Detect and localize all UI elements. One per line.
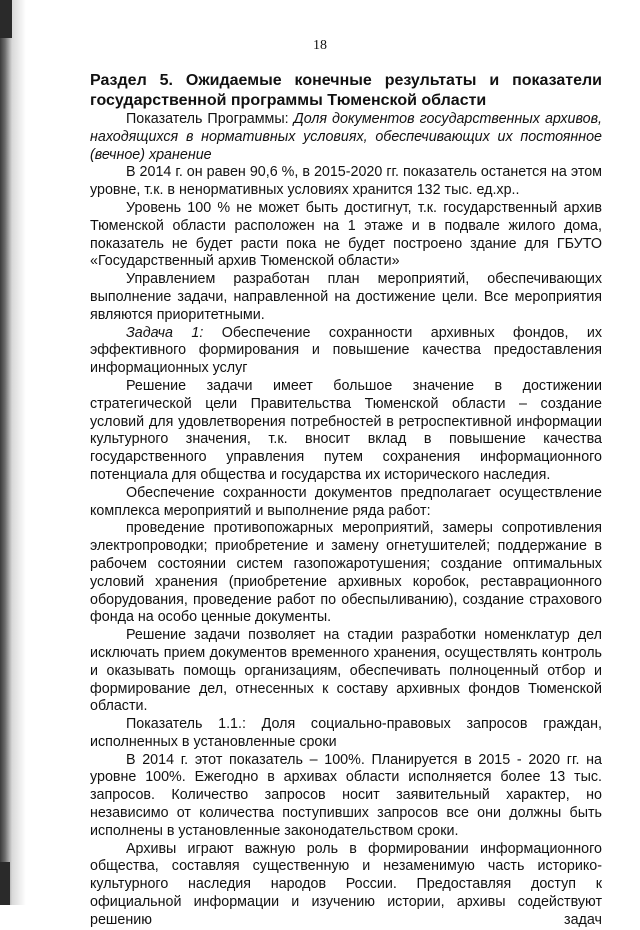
indicator-paragraph (90, 111, 602, 164)
paragraph-2014-requests: В 2014 г. этот показатель – 100%. Планируется в 2015 - 2020 гг. на уровне 100%. Ежегодно в архивах области исполняется более 13 тыс. запросов. Количество запросов носит заявительный характер, но независимо от количества поступивших запросов все они должны быть исполнены в установленные законодательством сроки. (90, 751, 602, 839)
paragraph-2014-value: В 2014 г. он равен 90,6 %, в 2015-2020 гг. показатель останется на этом уровне, т.к. в ненормативных условиях хранится 132 тыс. ед.хр.. (90, 164, 602, 199)
document-body (90, 71, 602, 930)
scan-artifact-bottom (0, 862, 10, 905)
section-heading: Раздел 5. Ожидаемые конечные результаты и показатели государственной программы Тюменской области (90, 72, 602, 109)
indicator-name: Доля документов государственных архивов, находящихся в нормативных условиях, обеспечивающих их постоянное (вечное) хранение (90, 111, 603, 163)
paragraph-level-explanation: Уровень 100 % не может быть достигнут, т.к. государственный архив Тюменской области расположен на 1 этаже и в подвале жилого дома, показатель не будет расти пока не будет построено здание для ГБУТО «Государственный архив Тюменской области» (90, 199, 602, 270)
paragraph-archives-role: Архивы играют важную роль в формировании информационного общества, составляя существенную и незаменимую часть историко-культурного наследия народов России. Предоставляя доступ к официальной информации и изучению истории, архивы содействуют решению задач (90, 840, 602, 928)
paragraph-task-importance: Решение задачи имеет большое значение в достижении стратегической цели Правительства Тюменской области – создание условий для удовлетворения потребностей в ретроспективной информации культурного значения, т.к. вносит вклад в повышение качества государственного управления путем сохранения информационного потенциала для общества и государства их исторического наследия. (90, 377, 602, 483)
page-number: 18 (313, 38, 327, 53)
task-1-paragraph (90, 325, 602, 378)
paragraph-works-list: проведение противопожарных мероприятий, замеры сопротивления электропроводки; приобретение и замену огнетушителей; поддержание в рабочем состоянии систем газопожаротушения; создание оптимальных условий хранения (приобретение архивных коробок, реставрационного оборудования, проведение работ по обеспыливанию), создание страхового фонда на особо ценные документы. (90, 520, 602, 626)
scan-artifact-top (0, 0, 12, 38)
paragraph-preservation: Обеспечение сохранности документов предполагает осуществление комплекса мероприятий и выполнение ряда работ: (90, 484, 602, 519)
scan-shadow-edge (0, 0, 26, 905)
task-1-label: Задача 1: (126, 324, 204, 341)
task-1-text: Обеспечение сохранности архивных фондов, их эффективного формирования и повышение качества предоставления информационных услуг (90, 324, 602, 377)
paragraph-action-plan: Управлением разработан план мероприятий, обеспечивающих выполнение задачи, направленной на достижение цели. Все мероприятия являются приоритетными. (90, 271, 602, 323)
indicator-label: Показатель Программы: (126, 111, 289, 127)
paragraph-task-solution: Решение задачи позволяет на стадии разработки номенклатур дел исключать прием документов временного хранения, осуществлять контроль и оказывать помощь организациям, обеспечивать полноценный отбор и формирование дел, отнесенных к составу архивных фондов Тюменской области. (90, 627, 602, 715)
indicator-1-1-paragraph: Показатель 1.1.: Доля социально-правовых запросов граждан, исполненных в установленные сроки (90, 716, 602, 750)
